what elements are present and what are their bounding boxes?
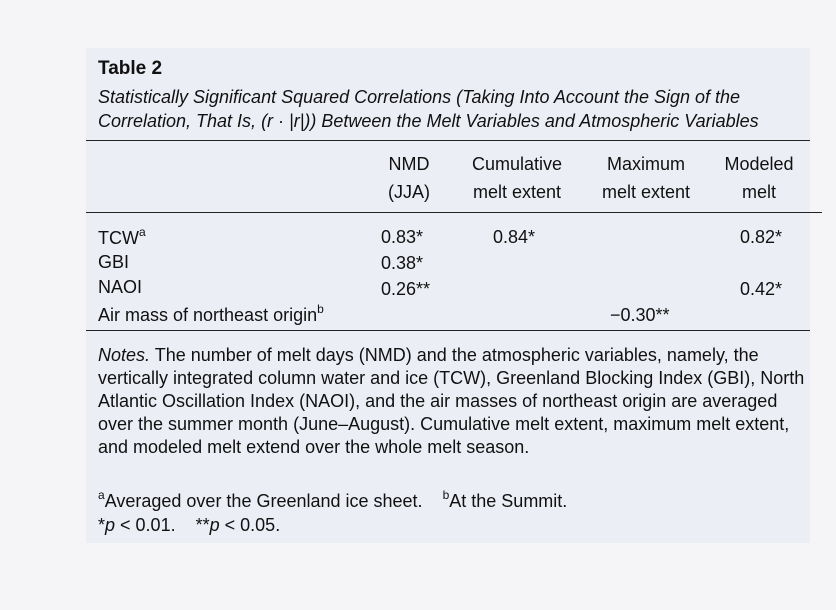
top-rule [86,140,810,141]
column-header-cumulative: Cumulative melt extent [471,154,563,202]
footnote-b: At the Summit. [449,491,568,511]
row-label-tcw: TCW$^a$ [98,225,146,248]
caption-line-2: Correlation, That Is, (r · |r|)) Between the Melt Variables and Atmospheric Variables [98,111,759,131]
row-label-gbi: GBI [98,252,130,272]
column-header-maximum: Maximum melt extent [601,154,691,202]
table-title: Table 2 [98,58,163,79]
footnote-a: Averaged over the Greenland ice sheet. [104,491,423,511]
row-label-air-mass: Air mass of northeast origin$^b$ [98,302,324,325]
cell-tcw-nmd: 0.83* [381,227,424,247]
cell-naoi-nmd: 0.26** [381,279,431,299]
table-caption [98,85,810,133]
table-panel [86,48,810,543]
bottom-rule [86,330,810,331]
cell-tcw-cumulative: 0.84* [493,227,536,247]
row-label-naoi: NAOI [98,277,143,297]
header-rule [86,212,822,213]
cell-naoi-modeled: 0.42* [740,279,783,299]
cell-tcw-modeled: 0.82* [740,227,783,247]
cell-air-mass-maximum: −0.30** [610,305,670,325]
column-header-modeled: Modeled melt [724,154,794,202]
footnotes-ab: $^a$Averaged over the Greenland ice sheet. $^b$At the Summit. [98,488,568,511]
table-notes: Notes. The number of melt days (NMD) and the atmospheric variables, namely, the vertically integrated column water and ice (TCW), Greenland Blocking Index (GBI), North Atlantic Oscillation Index (NAOI), and the air masses of northeast origin are averaged over the summer month (June–August). Cumulative melt extent, maximum melt extent, and modeled melt extend over the whole melt season. [98,345,805,457]
column-header-nmd: NMD (JJA) [388,154,430,202]
caption-line-1: Statistically Significant Squared Correlations (Taking Into Account the Sign of the [98,87,741,107]
cell-gbi-nmd: 0.38* [381,253,424,273]
significance-legend: *p < 0.01. **p < 0.05. [98,515,281,535]
